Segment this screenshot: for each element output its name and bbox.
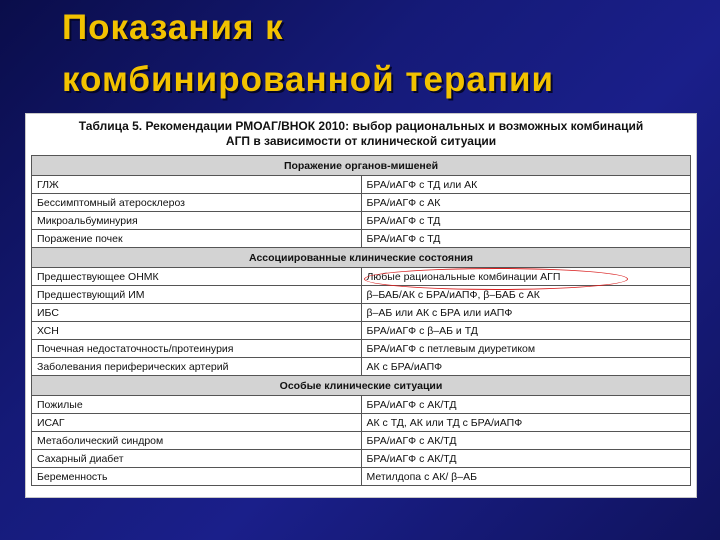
therapy-cell: БРА/иАГФ с ТД xyxy=(361,230,691,248)
table-row xyxy=(32,340,691,358)
therapy-cell: БРА/иАГФ с ТД или АК xyxy=(361,176,691,194)
section-header: Ассоциированные клинические состояния xyxy=(32,248,691,268)
table-row xyxy=(32,230,691,248)
table-row xyxy=(32,268,691,286)
table-row xyxy=(32,286,691,304)
table-caption-line-1: Таблица 5. Рекомендации РМОАГ/ВНОК 2010: выбор рациональных и возможных комбинаций xyxy=(78,119,644,133)
table-row xyxy=(32,414,691,432)
condition-cell: ИБС xyxy=(32,304,362,322)
recommendations-table xyxy=(31,155,691,486)
condition-cell: ГЛЖ xyxy=(32,176,362,194)
condition-cell: Поражение почек xyxy=(32,230,362,248)
condition-cell: ХСН xyxy=(32,322,362,340)
condition-cell: Пожилые xyxy=(32,396,362,414)
therapy-cell: АК с ТД, АК или ТД с БРА/иАПФ xyxy=(361,414,691,432)
therapy-cell: БРА/иАГФ с петлевым диуретиком xyxy=(361,340,691,358)
section-header-row xyxy=(32,248,691,268)
table-row xyxy=(32,396,691,414)
therapy-cell: БРА/иАГФ с ТД xyxy=(361,212,691,230)
therapy-cell: АК с БРА/иАПФ xyxy=(361,358,691,376)
condition-cell: ИСАГ xyxy=(32,414,362,432)
condition-cell: Сахарный диабет xyxy=(32,450,362,468)
table-row xyxy=(32,358,691,376)
slide-title-line-2: комбинированной терапии xyxy=(62,60,554,99)
table-row xyxy=(32,194,691,212)
therapy-cell: БРА/иАГФ с АК/ТД xyxy=(361,432,691,450)
section-header: Особые клинические ситуации xyxy=(32,376,691,396)
table-row xyxy=(32,212,691,230)
section-header: Поражение органов-мишеней xyxy=(32,156,691,176)
section-header-row xyxy=(32,376,691,396)
condition-cell: Предшествующее ОНМК xyxy=(32,268,362,286)
therapy-cell: β–БАБ/АК с БРА/иАПФ, β–БАБ с АК xyxy=(361,286,691,304)
condition-cell: Беременность xyxy=(32,468,362,486)
table-panel xyxy=(25,113,697,498)
therapy-cell: Любые рациональные комбинации АГП xyxy=(361,268,691,286)
section-header-row xyxy=(32,156,691,176)
table-row xyxy=(32,176,691,194)
therapy-cell: Метилдопа с АК/ β–АБ xyxy=(361,468,691,486)
therapy-cell: БРА/иАГФ с АК/ТД xyxy=(361,450,691,468)
condition-cell: Предшествующий ИМ xyxy=(32,286,362,304)
therapy-cell: β–АБ или АК с БРА или иАПФ xyxy=(361,304,691,322)
table-caption xyxy=(31,119,691,149)
condition-cell: Микроальбуминурия xyxy=(32,212,362,230)
condition-cell: Метаболический синдром xyxy=(32,432,362,450)
condition-cell: Заболевания периферических артерий xyxy=(32,358,362,376)
slide-title xyxy=(62,2,702,106)
condition-cell: Почечная недостаточность/протеинурия xyxy=(32,340,362,358)
table-row xyxy=(32,322,691,340)
therapy-cell: БРА/иАГФ с АК xyxy=(361,194,691,212)
table-row xyxy=(32,432,691,450)
therapy-cell: БРА/иАГФ с АК/ТД xyxy=(361,396,691,414)
condition-cell: Бессимптомный атеросклероз xyxy=(32,194,362,212)
table-caption-line-2: АГП в зависимости от клинической ситуации xyxy=(225,134,497,148)
table-row xyxy=(32,450,691,468)
therapy-cell: БРА/иАГФ с β–АБ и ТД xyxy=(361,322,691,340)
table-row xyxy=(32,304,691,322)
slide-title-line-1: Показания к xyxy=(62,8,284,47)
table-row xyxy=(32,468,691,486)
